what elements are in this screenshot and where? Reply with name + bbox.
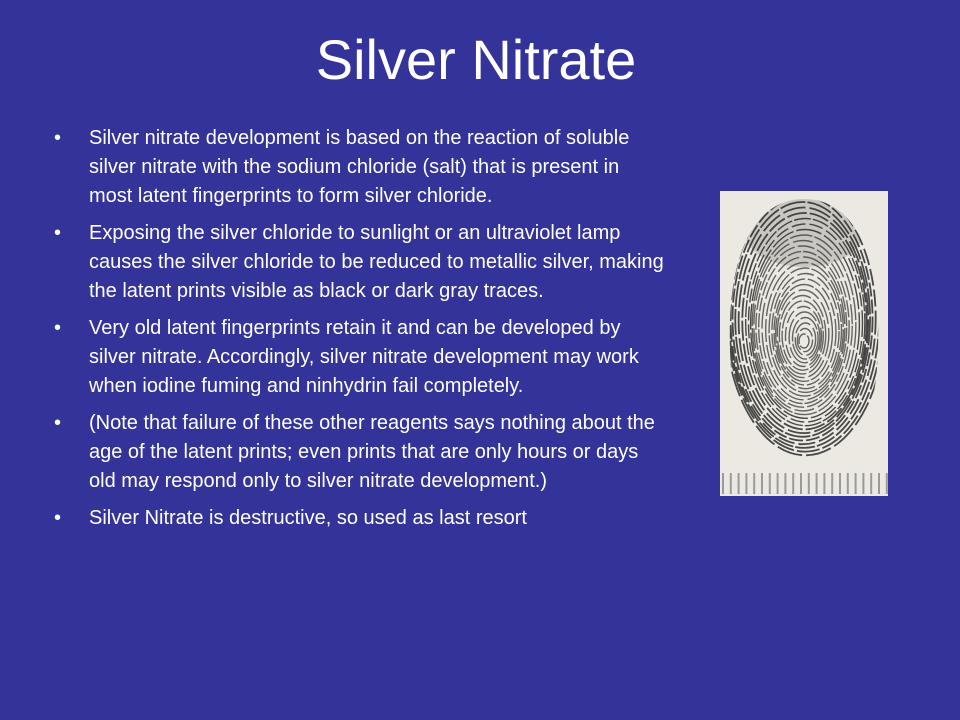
scale-tick xyxy=(839,473,841,494)
scale-tick xyxy=(784,473,786,494)
scale-tick xyxy=(847,473,849,494)
bullet-text: (Note that failure of these other reagents says nothing about the age of the latent prints; even prints that are only hours or days old may respond only to silver nitrate development.) xyxy=(89,412,655,492)
scale-tick xyxy=(800,473,802,494)
scale-tick xyxy=(753,473,755,494)
scale-tick xyxy=(886,473,888,494)
scale-tick xyxy=(808,473,810,494)
scale-tick xyxy=(761,473,763,494)
fingerprint-image xyxy=(720,191,888,496)
scale-tick xyxy=(722,473,724,494)
scale-tick xyxy=(745,473,747,494)
scale-tick xyxy=(816,473,818,494)
bullet-marker: • xyxy=(54,507,62,529)
fingerprint-ridge xyxy=(782,301,823,370)
bullet-item xyxy=(48,504,668,533)
bullet-text: Exposing the silver chloride to sunlight or an ultraviolet lamp causes the silver chloride to be reduced to metallic silver, making the latent prints visible as black or dark gray traces. xyxy=(89,222,664,302)
bullet-item xyxy=(48,314,668,401)
bullet-list xyxy=(48,124,668,541)
bullet-item xyxy=(48,219,668,306)
scale-tick xyxy=(862,473,864,494)
scale-tick xyxy=(792,473,794,494)
fingerprint-shade xyxy=(744,195,864,267)
scale-tick xyxy=(823,473,825,494)
bullet-text: Silver nitrate development is based on the reaction of soluble silver nitrate with the sodium chloride (salt) that is present in most latent fingerprints to form silver chloride. xyxy=(89,127,630,207)
bullet-item xyxy=(48,409,668,496)
fingerprint-ridges xyxy=(725,191,886,455)
slide-title: Silver Nitrate xyxy=(315,28,637,91)
fingerprint-ridge xyxy=(792,318,818,360)
bullet-marker: • xyxy=(54,127,62,149)
fingerprint-ridge xyxy=(799,334,809,348)
scale-tick xyxy=(878,473,880,494)
scale-tick xyxy=(769,473,771,494)
bullet-text: Very old latent fingerprints retain it and can be developed by silver nitrate. Accordingly, silver nitrate development may work when iodine fuming and ninhydrin fail completely. xyxy=(89,317,639,397)
fingerprint-icon xyxy=(720,191,888,496)
scale-tick xyxy=(870,473,872,494)
bullet-text: Silver Nitrate is destructive, so used as last resort xyxy=(89,507,527,529)
bullet-marker: • xyxy=(54,222,62,244)
scale-tick xyxy=(730,473,732,494)
bullet-marker: • xyxy=(54,317,62,339)
scale-tick xyxy=(738,473,740,494)
scale-tick xyxy=(855,473,857,494)
bullet-item xyxy=(48,124,668,211)
scale-tick xyxy=(831,473,833,494)
bullet-marker: • xyxy=(54,412,62,434)
scale-tick xyxy=(777,473,779,494)
fingerprint-ridge xyxy=(774,279,836,385)
